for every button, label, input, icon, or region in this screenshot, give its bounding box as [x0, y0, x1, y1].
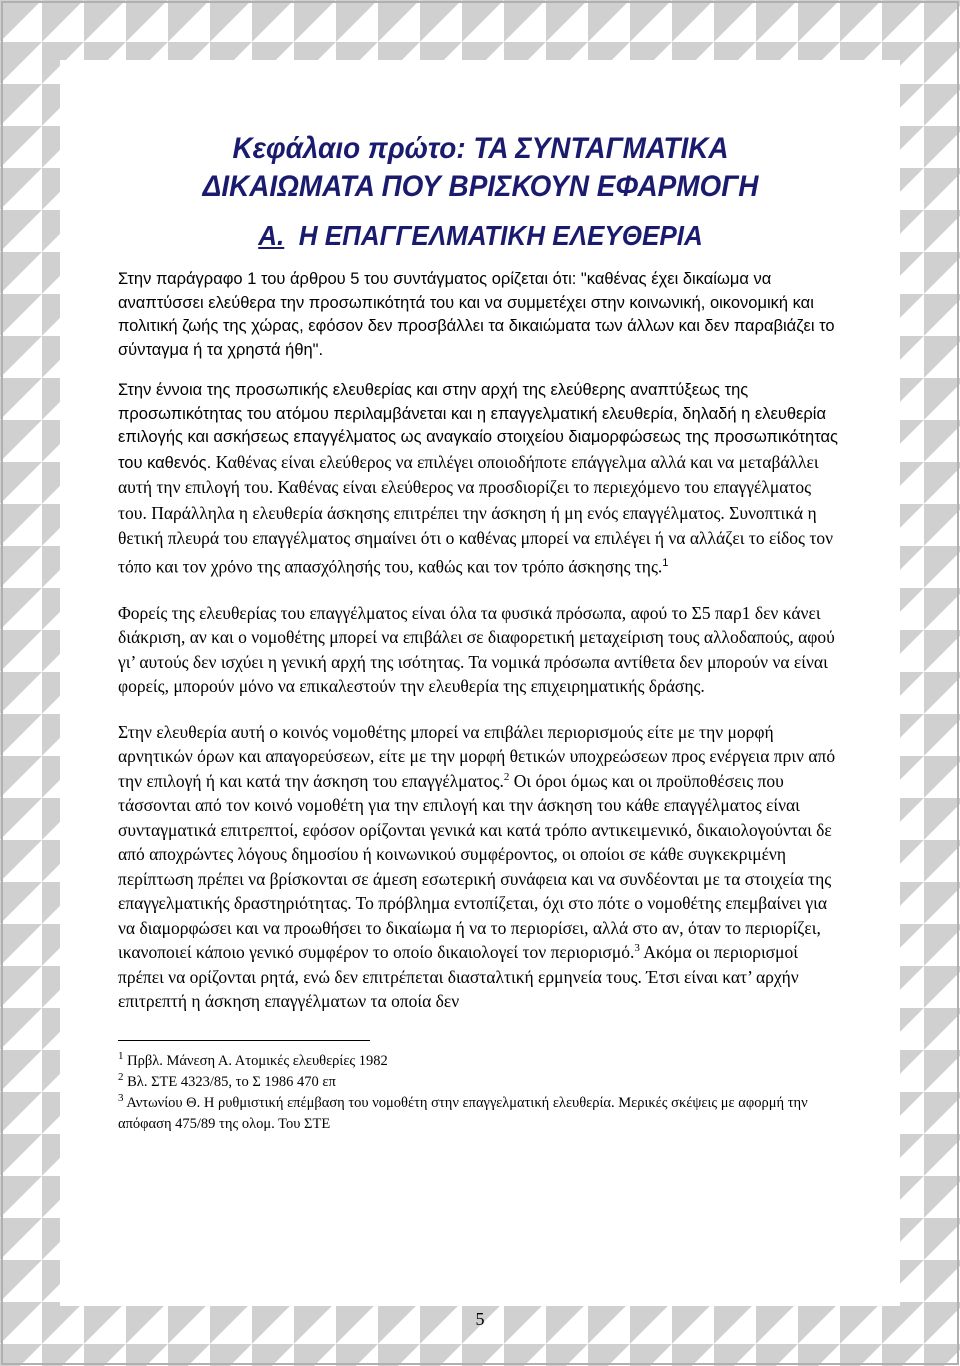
footnote-ref-1[interactable]: 1	[662, 556, 669, 569]
paragraph-restrictions-text-b: Οι όροι όμως και οι προϋποθέσεις που τάσσονται από τον κοινό νομοθέτη για την επιλογή και την άσκηση του κάθε επαγγέλματος είναι συνταγματικά επιτρεπτοί, εφόσον ορίζονται γενικά και κατά τρόπο αντικειμενικό, δικαιολογούνται δε από αποχρώντες λόγους δημοσίου ή κοινωνικού συμφέροντος, οι οποίοι σε κάθε συγκεκριμένη περίπτωση πρέπει να βρίσκονται σε άμεση εσωτερική συνάφεια και να συνδέονται με τα στοιχεία της επαγγελματικής δραστηριότητας. Το πρόβλημα εντοπίζεται, όχι στο πότε ο νομοθέτης επεμβαίνει για να διαμορφώσει και να προωθήσει το δικαίωμα ή να το περιορίσει, αλλά στο αν, όταν το περιορίζει, ικανοποιεί κάποιο γενικό συμφέρον το οποίο δικαιολογεί τον περιορισμό.	[118, 770, 832, 962]
footnote-2-number: 2	[118, 1070, 124, 1083]
paragraph-personal-freedom	[118, 379, 843, 580]
page-number: 5	[475, 1309, 485, 1329]
footnote-3	[118, 1093, 843, 1135]
footnote-1-text: Πρβλ. Μάνεση Α. Ατομικές ελευθερίες 1982	[123, 1052, 388, 1069]
paragraph-restrictions	[118, 720, 843, 1014]
chapter-title	[143, 130, 817, 206]
section-letter: Α.	[258, 220, 285, 251]
chapter-title-line2: ΔΙΚΑΙΩΜΑΤΑ ΠΟΥ ΒΡΙΣΚΟΥΝ ΕΦΑΡΜΟΓΗ	[202, 170, 759, 203]
footnote-3-number: 3	[118, 1091, 124, 1104]
chapter-title-line1: Κεφάλαιο πρώτο: ΤΑ ΣΥΝΤΑΓΜΑΤΙΚΑ	[232, 132, 729, 165]
paragraph-freedom-choice-text: Καθένας είναι ελεύθερος να επιλέγει οποιοδήποτε επάγγελμα αλλά και να μεταβάλλει αυτή την επιλογή του. Καθένας είναι ελεύθερος να προσδιορίζει το περιεχόμενο του επαγγέλματος του. Παράλληλα η ελευθερία άσκησης επιτρέπει την άσκηση ή μη ενός επαγγέλματος. Συνοπτικά η θετική πλευρά του επαγγέλματος σημαίνει ότι ο καθένας μπορεί να επιλέγει ή να αλλάζει το είδος τον τόπο και τον χρόνο της απασχόλησής του, καθώς και τον τρόπο άσκησης της.	[118, 451, 834, 576]
footnote-3-text: Αντωνίου Θ. Η ρυθμιστική επέμβαση του νομοθέτη στην επαγγελματική ελευθερία. Μερικές σκέψεις με αφορμή την απόφαση 475/89 της ολομ. Του ΣΤΕ	[118, 1094, 808, 1132]
footnote-separator	[118, 1040, 370, 1041]
paragraph-holders: Φορείς της ελευθερίας του επαγγέλματος είναι όλα τα φυσικά πρόσωπα, αφού το Σ5 παρ1 δεν κάνει διάκριση, αν και ο νομοθέτης μπορεί να επιβάλει σε διαφορετική μεταχείριση τους αλλοδαπούς, αφού γι’ αυτούς δεν ισχύει η γενική αρχή της ισότητας. Τα νομικά πρόσωπα αντίθετα δεν μπορούν να είναι φορείς, μπορούν μόνο να επικαλεστούν την ελευθερία της επιχειρηματικής δράσης.	[118, 602, 835, 696]
section-title	[143, 218, 817, 254]
paragraph-personal-freedom-text: Στην έννοια της προσωπικής ελευθερίας και στην αρχή της ελεύθερης αναπτύξεως της προσωπικότητας του ατόμου περιλαμβάνεται και η επαγγελματική ελευθερία, δηλαδή η ελευθερία επιλογής και ασκήσεως επαγγέλματος ως αναγκαίο στοιχείου διαμορφώσεως της προσωπικότητας του καθενός.	[118, 381, 838, 472]
footnote-1-number: 1	[118, 1049, 124, 1062]
footnote-2	[118, 1072, 843, 1093]
footnote-2-text: Βλ. ΣΤΕ 4323/85, το Σ 1986 470 επ	[123, 1073, 336, 1090]
section-title-text: Η ΕΠΑΓΓΕΛΜΑΤΙΚΗ ΕΛΕΥΘΕΡΙΑ	[298, 220, 703, 251]
document-page	[118, 130, 843, 1135]
paragraph-restrictions-text-c: Ακόμα οι περιορισμοί πρέπει να ορίζονται ρητά, ενώ δεν επιτρέπεται διασταλτική ερμηνεία τους. Έτσι είναι κατ’ αρχήν επιτρεπτή η άσκηση επαγγέλματων τα οποία δεν	[118, 942, 799, 1011]
paragraph-restrictions-text-a: Στην ελευθερία αυτή ο κοινός νομοθέτης μπορεί να επιβάλει περιορισμούς είτε με την μορφή αρνητικών όρων και απαγορεύσεων, είτε με την μορφή θετικών υποχρεώσεων προς ενέργεια πριν από την επιλογή ή και κατά την άσκηση του επαγγέλματος.	[118, 721, 836, 791]
footnote-ref-3[interactable]: 3	[634, 942, 640, 955]
footnote-ref-2[interactable]: 2	[503, 770, 510, 783]
paragraph-article-5: Στην παράγραφο 1 του άρθρου 5 του συντάγματος ορίζεται ότι: "καθένας έχει δικαίωμα να αναπτύσσει ελεύθερα την προσωπικότητά του και να συμμετέχει στην κοινωνική, οικονομική και πολιτική ζωής της χώρας, εφόσον δεν προσβάλλει τα δικαιώματα των άλλων και δεν παραβιάζει το σύνταγμα ή τα χρηστά ήθη".	[118, 270, 835, 359]
footnote-1	[118, 1051, 843, 1072]
